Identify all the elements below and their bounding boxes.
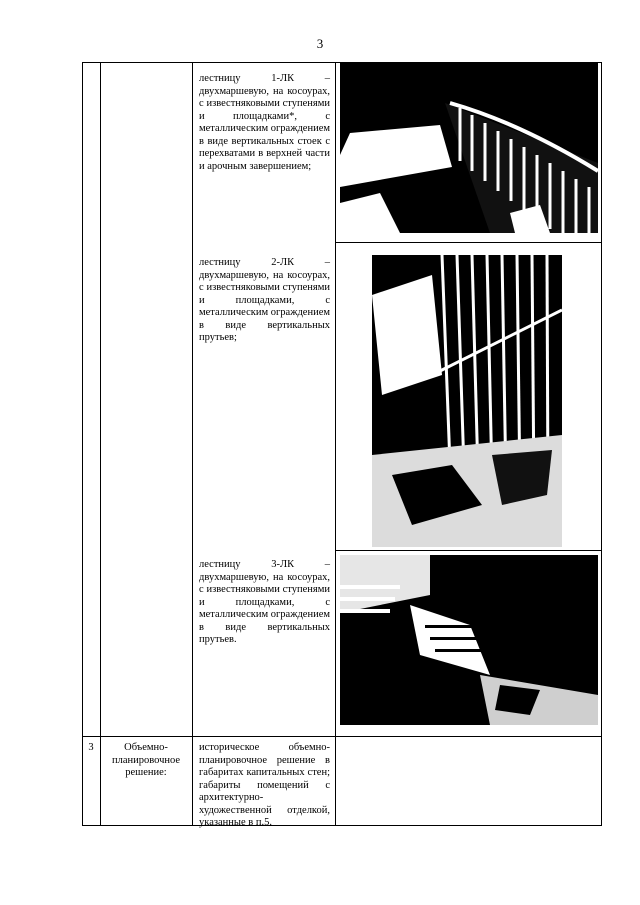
table-border-left	[82, 62, 83, 826]
row-4-description: историческое объемно-планировочное решение в габаритах капитальных стен; габариты помещений с архитектурно-художественной отделкой, указанные в п.5.	[199, 742, 330, 828]
row-1-photo	[340, 63, 598, 233]
row-divider-3	[82, 736, 602, 737]
row-divider-2	[335, 550, 602, 551]
staircase-1-photo-image	[340, 63, 598, 233]
row-2-photo	[372, 255, 562, 547]
row-2-description: лестницу 2-ЛК – двухмаршевую, на косоурах, с известняковыми ступенями и площадками, с металлическим ограждением в виде вертикальных прутьев;	[199, 257, 330, 343]
row-3-photo	[340, 555, 598, 725]
table-border-bottom	[82, 825, 602, 826]
row-4-name: Объемно-планировочное решение:	[111, 742, 181, 778]
table-border-right	[601, 62, 602, 826]
column-divider-1	[100, 62, 101, 826]
row-divider-1	[335, 242, 602, 243]
row-4-number: 3	[88, 742, 94, 753]
page-number: 3	[316, 36, 324, 51]
staircase-3-photo-image	[340, 555, 598, 725]
column-divider-2	[192, 62, 193, 826]
staircase-2-photo-image	[372, 255, 562, 547]
protection-subject-table	[82, 62, 602, 826]
row-3-description: лестницу 3-ЛК – двухмаршевую, на косоурах, с известняковыми ступенями и площадками, с металлическим ограждением в виде вертикальных прутьев.	[199, 559, 330, 645]
column-divider-3	[335, 62, 336, 826]
row-1-description: лестницу 1-ЛК – двухмаршевую, на косоурах, с известняковыми ступенями и площадками*, с металлическим ограждением в виде вертикальных стоек с перехватами в верхней части и арочным завершением;	[199, 73, 330, 172]
